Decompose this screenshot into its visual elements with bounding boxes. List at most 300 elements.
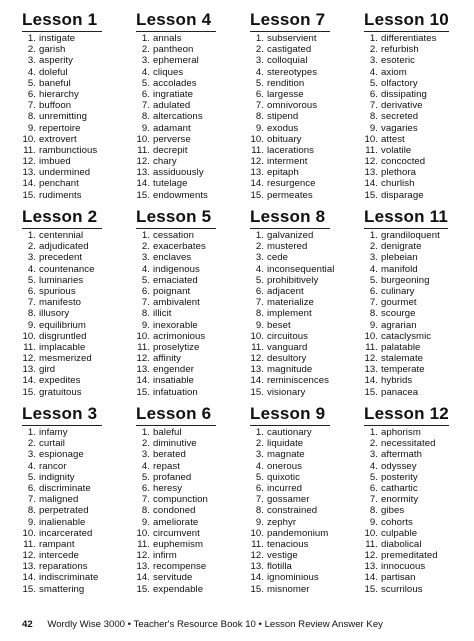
word-number: 13. — [22, 561, 36, 573]
word-item — [136, 123, 250, 134]
word-text: espionage — [39, 449, 84, 461]
word-item — [250, 331, 364, 342]
word-item — [22, 427, 136, 438]
word-text: cohorts — [381, 516, 413, 528]
word-list — [22, 33, 136, 201]
word-text: cataclysmic — [381, 330, 432, 342]
word-item — [250, 494, 364, 505]
word-item — [136, 67, 250, 78]
word-number: 1. — [27, 33, 36, 44]
word-text: resurgence — [267, 178, 316, 190]
word-number: 7. — [369, 100, 378, 112]
word-text: mustered — [267, 241, 308, 253]
word-text: emaciated — [153, 274, 198, 286]
word-number: 9. — [27, 516, 36, 528]
word-text: reparations — [39, 561, 88, 573]
word-number: 15. — [136, 583, 150, 595]
lesson-title: Lesson 6 — [136, 404, 216, 426]
word-text: vagaries — [381, 122, 418, 134]
word-text: spurious — [39, 285, 76, 297]
word-number: 15. — [22, 386, 36, 398]
word-item — [250, 517, 364, 528]
word-number: 8. — [369, 308, 378, 320]
word-item — [250, 111, 364, 122]
word-item — [22, 331, 136, 342]
word-item — [364, 286, 458, 297]
word-item — [22, 517, 136, 528]
word-item — [22, 572, 136, 583]
word-item — [22, 561, 136, 572]
word-number: 9. — [369, 319, 378, 331]
word-text: recompense — [153, 561, 207, 573]
word-number: 12. — [250, 156, 264, 168]
word-text: annals — [153, 33, 182, 44]
word-item — [250, 264, 364, 275]
word-text: plethora — [381, 167, 417, 179]
word-text: denigrate — [381, 241, 422, 253]
word-text: gird — [39, 364, 56, 376]
word-number: 6. — [369, 482, 378, 494]
word-number: 8. — [141, 111, 150, 123]
word-number: 2. — [369, 438, 378, 450]
word-text: gratuitous — [39, 386, 82, 398]
word-item — [22, 78, 136, 89]
word-text: galvanized — [267, 230, 314, 241]
word-item — [22, 472, 136, 483]
word-number: 12. — [364, 353, 378, 365]
word-number: 9. — [369, 516, 378, 528]
word-text: flotilla — [267, 561, 292, 573]
page-number: 42 — [22, 619, 33, 630]
word-item — [364, 89, 458, 100]
word-number: 6. — [141, 285, 150, 297]
word-number: 8. — [27, 505, 36, 517]
word-text: accolades — [153, 77, 197, 89]
word-item — [22, 145, 136, 156]
page-footer — [22, 619, 383, 630]
word-number: 1. — [141, 230, 150, 241]
word-item — [136, 44, 250, 55]
word-text: premeditated — [381, 550, 438, 562]
word-item — [136, 472, 250, 483]
word-text: culpable — [381, 527, 418, 539]
word-text: pantheon — [153, 44, 194, 56]
word-text: rendition — [267, 77, 305, 89]
word-number: 15. — [250, 386, 264, 398]
word-number: 5. — [27, 471, 36, 483]
word-number: 3. — [27, 55, 36, 67]
word-number: 1. — [141, 427, 150, 438]
word-number: 3. — [141, 252, 150, 264]
word-item — [250, 230, 364, 241]
word-text: cliques — [153, 66, 184, 78]
word-number: 9. — [141, 319, 150, 331]
word-item — [22, 308, 136, 319]
word-text: disparage — [381, 189, 424, 201]
word-number: 11. — [137, 538, 150, 550]
word-number: 5. — [369, 274, 378, 286]
word-text: cautionary — [267, 427, 312, 438]
word-number: 7. — [255, 494, 264, 506]
word-number: 7. — [255, 100, 264, 112]
word-item — [22, 241, 136, 252]
word-item — [22, 505, 136, 516]
word-item — [250, 320, 364, 331]
word-item — [136, 190, 250, 201]
word-number: 1. — [141, 33, 150, 44]
word-text: inconsequential — [267, 263, 335, 275]
word-text: burgeoning — [381, 274, 430, 286]
word-item — [136, 264, 250, 275]
word-text: illicit — [153, 308, 172, 320]
word-number: 15. — [136, 386, 150, 398]
word-text: affinity — [153, 353, 181, 365]
word-text: vestige — [267, 550, 298, 562]
word-number: 15. — [364, 583, 378, 595]
word-item — [136, 528, 250, 539]
word-text: tutelage — [153, 178, 188, 190]
word-item — [22, 190, 136, 201]
word-item — [364, 494, 458, 505]
word-text: infamy — [39, 427, 68, 438]
word-item — [250, 438, 364, 449]
word-number: 14. — [250, 178, 264, 190]
word-item — [364, 78, 458, 89]
word-item — [22, 178, 136, 189]
word-item — [136, 364, 250, 375]
word-text: subservient — [267, 33, 317, 44]
word-item — [136, 539, 250, 550]
word-text: endowments — [153, 189, 208, 201]
lesson-title: Lesson 3 — [22, 404, 102, 426]
word-item — [364, 449, 458, 460]
word-number: 7. — [27, 297, 36, 309]
word-number: 11. — [365, 144, 378, 156]
word-number: 12. — [22, 156, 36, 168]
word-list — [136, 230, 250, 398]
word-text: lacerations — [267, 144, 314, 156]
word-item — [250, 427, 364, 438]
word-text: castigated — [267, 44, 312, 56]
word-number: 6. — [27, 88, 36, 100]
word-number: 14. — [22, 178, 36, 190]
word-item — [250, 33, 364, 44]
word-number: 8. — [255, 308, 264, 320]
word-text: visionary — [267, 386, 306, 398]
word-number: 13. — [364, 364, 378, 376]
word-number: 5. — [255, 274, 264, 286]
word-number: 6. — [141, 482, 150, 494]
lesson-block — [250, 207, 364, 404]
word-item — [250, 461, 364, 472]
word-number: 12. — [136, 550, 150, 562]
word-text: illusory — [39, 308, 70, 320]
word-item — [136, 55, 250, 66]
word-number: 13. — [22, 167, 36, 179]
word-item — [136, 178, 250, 189]
word-text: euphemism — [153, 538, 204, 550]
word-text: penchant — [39, 178, 79, 190]
word-text: disgruntled — [39, 330, 87, 342]
word-item — [364, 539, 458, 550]
word-item — [250, 286, 364, 297]
word-text: onerous — [267, 460, 303, 472]
word-number: 6. — [27, 285, 36, 297]
word-text: repertoire — [39, 122, 81, 134]
word-text: stalemate — [381, 353, 424, 365]
word-item — [250, 528, 364, 539]
word-number: 4. — [141, 460, 150, 472]
word-item — [22, 44, 136, 55]
word-text: cede — [267, 252, 289, 264]
word-text: odyssey — [381, 460, 417, 472]
word-number: 14. — [22, 375, 36, 387]
word-text: countenance — [39, 263, 95, 275]
word-text: inexorable — [153, 319, 198, 331]
word-number: 12. — [364, 550, 378, 562]
word-number: 3. — [255, 449, 264, 461]
word-item — [250, 539, 364, 550]
word-item — [136, 449, 250, 460]
word-number: 2. — [141, 44, 150, 56]
word-number: 2. — [141, 438, 150, 450]
word-text: baneful — [39, 77, 71, 89]
word-item — [364, 156, 458, 167]
word-number: 4. — [27, 460, 36, 472]
word-text: discriminate — [39, 482, 91, 494]
word-text: decrepit — [153, 144, 188, 156]
word-number: 1. — [255, 230, 264, 241]
word-text: baleful — [153, 427, 182, 438]
word-item — [22, 230, 136, 241]
word-text: tenacious — [267, 538, 309, 550]
word-text: altercations — [153, 111, 203, 123]
word-number: 14. — [22, 572, 36, 584]
word-number: 10. — [364, 133, 378, 145]
word-text: magnitude — [267, 364, 313, 376]
lesson-block — [136, 207, 250, 404]
word-number: 6. — [369, 88, 378, 100]
word-number: 11. — [251, 341, 264, 353]
word-number: 13. — [250, 364, 264, 376]
word-number: 2. — [27, 44, 36, 56]
word-number: 9. — [255, 122, 264, 134]
word-text: diabolical — [381, 538, 422, 550]
lesson-block — [250, 10, 364, 207]
word-text: expedites — [39, 375, 81, 387]
word-text: cathartic — [381, 482, 418, 494]
word-number: 13. — [22, 364, 36, 376]
word-text: axiom — [381, 66, 407, 78]
word-text: exacerbates — [153, 241, 206, 253]
word-text: stereotypes — [267, 66, 318, 78]
word-number: 11. — [251, 538, 264, 550]
word-number: 14. — [364, 572, 378, 584]
word-number: 2. — [27, 438, 36, 450]
word-text: posterity — [381, 471, 418, 483]
word-number: 5. — [141, 274, 150, 286]
word-number: 2. — [369, 44, 378, 56]
word-number: 3. — [27, 252, 36, 264]
word-number: 8. — [255, 505, 264, 517]
word-text: indigenous — [153, 263, 200, 275]
word-number: 10. — [22, 330, 36, 342]
word-item — [22, 111, 136, 122]
word-item — [364, 438, 458, 449]
word-text: adjacent — [267, 285, 304, 297]
word-item — [250, 342, 364, 353]
word-item — [250, 252, 364, 263]
word-item — [22, 438, 136, 449]
word-number: 10. — [136, 330, 150, 342]
word-number: 10. — [250, 330, 264, 342]
word-text: partisan — [381, 572, 416, 584]
word-item — [250, 472, 364, 483]
lesson-block — [136, 10, 250, 207]
word-number: 7. — [27, 494, 36, 506]
word-number: 11. — [251, 144, 264, 156]
word-text: luminaries — [39, 274, 84, 286]
word-text: panacea — [381, 386, 419, 398]
word-number: 13. — [136, 561, 150, 573]
word-text: materialize — [267, 297, 314, 309]
word-item — [250, 483, 364, 494]
word-item — [364, 308, 458, 319]
word-text: mesmerized — [39, 353, 92, 365]
word-text: reminiscences — [267, 375, 329, 387]
word-text: incarcerated — [39, 527, 93, 539]
lesson-block — [22, 404, 136, 601]
word-text: gourmet — [381, 297, 417, 309]
word-text: berated — [153, 449, 186, 461]
word-item — [22, 55, 136, 66]
word-item — [136, 275, 250, 286]
word-item — [364, 252, 458, 263]
word-text: agrarian — [381, 319, 417, 331]
word-text: rambunctious — [39, 144, 98, 156]
word-item — [136, 342, 250, 353]
word-item — [364, 44, 458, 55]
word-text: implement — [267, 308, 312, 320]
word-item — [136, 572, 250, 583]
word-number: 6. — [255, 285, 264, 297]
word-text: diminutive — [153, 438, 197, 450]
word-text: vanguard — [267, 341, 308, 353]
word-text: olfactory — [381, 77, 418, 89]
word-item — [250, 100, 364, 111]
word-item — [136, 111, 250, 122]
word-item — [22, 528, 136, 539]
word-number: 14. — [250, 572, 264, 584]
word-number: 5. — [369, 77, 378, 89]
lesson-grid — [22, 10, 458, 601]
word-text: plebeian — [381, 252, 418, 264]
word-text: differentiates — [381, 33, 437, 44]
word-text: permeates — [267, 189, 313, 201]
word-item — [22, 33, 136, 44]
word-text: indignity — [39, 471, 75, 483]
word-item — [250, 308, 364, 319]
word-number: 8. — [369, 505, 378, 517]
word-text: constrained — [267, 505, 318, 517]
word-item — [22, 89, 136, 100]
word-number: 13. — [250, 561, 264, 573]
word-number: 7. — [369, 297, 378, 309]
word-number: 5. — [255, 471, 264, 483]
word-text: hierarchy — [39, 88, 79, 100]
word-text: incurred — [267, 482, 303, 494]
word-text: ameliorate — [153, 516, 199, 528]
word-number: 9. — [255, 516, 264, 528]
word-item — [136, 494, 250, 505]
word-text: palatable — [381, 341, 421, 353]
word-number: 10. — [22, 133, 36, 145]
word-number: 12. — [250, 353, 264, 365]
lesson-title: Lesson 1 — [22, 10, 102, 32]
word-number: 8. — [141, 308, 150, 320]
word-number: 4. — [369, 460, 378, 472]
word-item — [136, 33, 250, 44]
word-number: 6. — [255, 88, 264, 100]
word-item — [364, 517, 458, 528]
word-item — [250, 550, 364, 561]
word-number: 5. — [141, 471, 150, 483]
word-text: imbued — [39, 156, 71, 168]
word-item — [22, 264, 136, 275]
word-text: hybrids — [381, 375, 413, 387]
word-item — [364, 584, 458, 595]
word-number: 3. — [369, 252, 378, 264]
word-text: infatuation — [153, 386, 198, 398]
word-item — [22, 353, 136, 364]
word-text: poignant — [153, 285, 191, 297]
word-text: engender — [153, 364, 194, 376]
lesson-block — [364, 404, 458, 601]
word-text: largesse — [267, 88, 304, 100]
word-number: 7. — [369, 494, 378, 506]
word-item — [136, 89, 250, 100]
word-item — [22, 387, 136, 398]
word-number: 12. — [250, 550, 264, 562]
word-item — [250, 584, 364, 595]
word-item — [364, 461, 458, 472]
word-number: 6. — [141, 88, 150, 100]
word-item — [22, 286, 136, 297]
word-item — [250, 190, 364, 201]
word-item — [364, 111, 458, 122]
word-item — [136, 308, 250, 319]
word-number: 4. — [141, 263, 150, 275]
word-number: 13. — [364, 167, 378, 179]
word-text: beset — [267, 319, 291, 331]
word-item — [136, 353, 250, 364]
word-number: 15. — [22, 189, 36, 201]
word-number: 14. — [364, 375, 378, 387]
word-number: 11. — [365, 538, 378, 550]
word-text: maligned — [39, 494, 79, 506]
word-text: acrimonious — [153, 330, 206, 342]
lesson-block — [250, 404, 364, 601]
word-item — [22, 167, 136, 178]
lesson-title: Lesson 11 — [364, 207, 448, 229]
word-number: 9. — [255, 319, 264, 331]
word-item — [22, 275, 136, 286]
word-number: 10. — [136, 133, 150, 145]
word-text: inalienable — [39, 516, 86, 528]
word-text: repast — [153, 460, 180, 472]
word-text: perpetrated — [39, 505, 89, 517]
word-item — [136, 387, 250, 398]
